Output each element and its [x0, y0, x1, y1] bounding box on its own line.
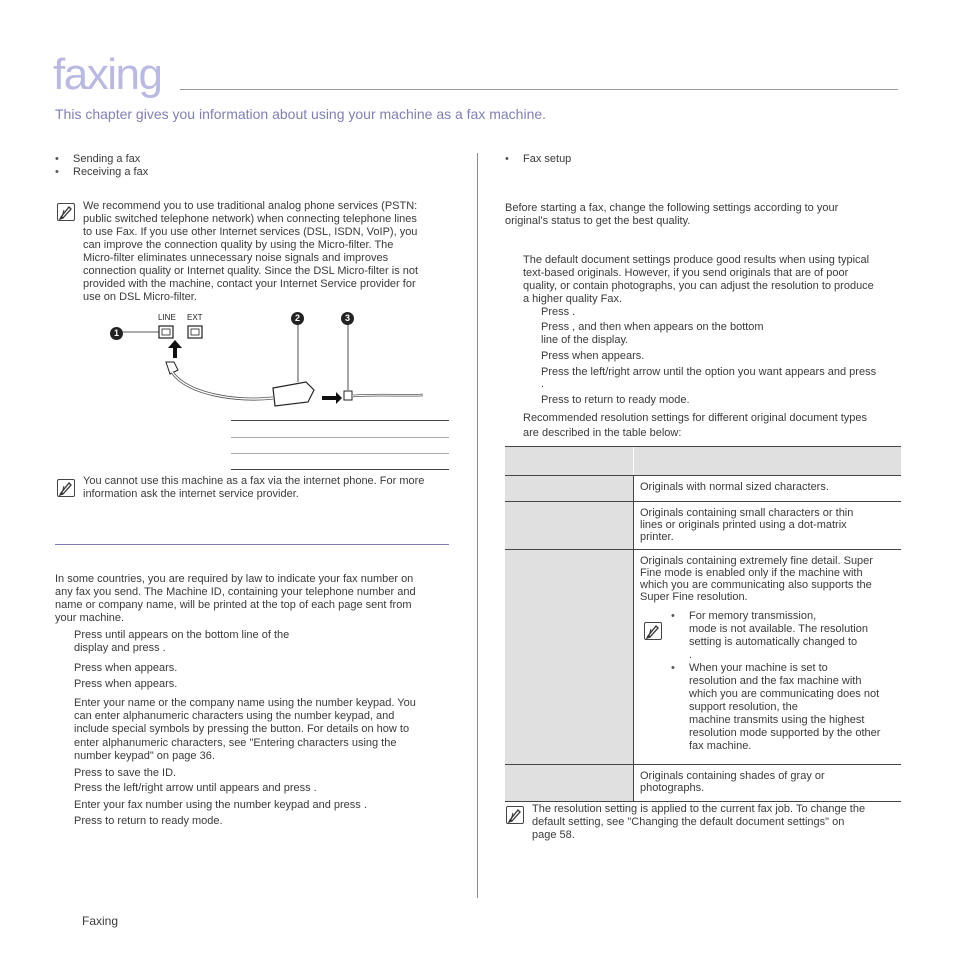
legend-rule	[231, 420, 449, 421]
table-subnote: • For memory transmission, mode is not available. The resolution setting is automatically changed to .	[689, 610, 868, 662]
resolution-table	[505, 446, 901, 802]
table-intro: Recommended resolution settings for different original document types are described in the table below:	[523, 412, 868, 439]
chapter-intro: This chapter gives you information about using your machine as a fax machine.	[55, 106, 547, 122]
ext-port-label: EXT	[187, 313, 203, 322]
settings-paragraph: Before starting a fax, change the following settings according to your original's status to get the best quality.	[505, 202, 839, 227]
callout-2: 2	[291, 312, 304, 325]
resolution-paragraph: The default document settings produce good results when using typical text-based originals. However, if you send originals that are of poor quality, or contain photographs, you can adjust the resolution to produce a higher quality Fax.	[523, 254, 874, 305]
table-subnote: • When your machine is set to resolution and the fax machine with which you are communicating does not support resolution, the machine transmits using the highest resolution mode supported by the other fax machine.	[689, 662, 880, 753]
legend-rule	[231, 469, 449, 470]
callout-3: 3	[341, 312, 354, 325]
note-icon	[644, 622, 662, 640]
section-rule	[55, 544, 449, 545]
page-title: faxing	[53, 50, 162, 99]
note-icon	[506, 806, 524, 824]
note-text: We recommend you to use traditional analog phone services (PSTN: public switched telephone network) when connecting telephone lines to use Fax. If you use other Internet services (DSL, ISDN, VoIP), you can improve the connection quality by using the Micro-filter. The Micro-filter eliminates unnecessary noise signals and improves connection quality or Internet quality. Since the DSL Micro-filter is not provided with the machine, contact your Internet Service provider for use on DSL Micro-filter.	[83, 200, 419, 303]
table-row: Originals with normal sized characters.	[505, 476, 901, 502]
toc-item[interactable]: • Receiving a fax	[73, 166, 148, 179]
microfilter-diagram	[108, 310, 438, 410]
toc-item[interactable]: • Fax setup	[523, 153, 571, 166]
line-port-label: LINE	[158, 313, 176, 322]
note-icon	[57, 203, 75, 221]
table-row: Originals containing extremely fine detail. Super Fine mode is enabled only if the machine with which you are communicating also supports the Super Fine resolution. • For memory transmission, mode is not available. The resolution setting is automatically changed to . • When your machine is set to resolution and the fax machine with which you are communicating does not support resolution, the machine transmits using the highest resolution mode supported by the other fax machine.	[505, 550, 901, 765]
legend-rule	[231, 437, 449, 438]
resolution-steps: Press . Press , and then when appears on the bottom line of the display. Press when appears. Press the left/right arrow until the option you want appears and press . Press to return to ready mode.	[541, 306, 877, 406]
machine-id-paragraph: In some countries, you are required by law to indicate your fax number on any fax you send. The Machine ID, containing your telephone number and name or company name, will be printed at the top of each page sent from your machine.	[55, 573, 416, 624]
legend-rule	[231, 453, 449, 454]
table-row: Originals containing small characters or thin lines or originals printed using a dot-matrix printer.	[505, 502, 901, 550]
column-divider	[477, 153, 478, 898]
table-header	[505, 446, 901, 476]
toc-item[interactable]: • Sending a fax	[73, 153, 140, 166]
callout-1: 1	[110, 327, 123, 340]
title-rule	[180, 89, 898, 90]
note-icon	[57, 479, 75, 497]
machine-id-steps: Press until appears on the bottom line of the display and press . Press when appears. Press when appears. Enter your name or the company name using the number keypad. You can enter alphanumeric characters using the number keypad, and include special symbols by pressing the button. For details on how to enter alphanumeric characters, see "Entering characters using the number keypad" on page 36. Press to save the ID. Press the left/right arrow until appears and press . Enter your fax number using the number keypad and press . Press to return to ready mode.	[74, 629, 416, 827]
note-text: The resolution setting is applied to the current fax job. To change the default setting, see "Changing the default document settings" on page 58.	[532, 803, 866, 841]
note-text: You cannot use this machine as a fax via the internet phone. For more information ask the internet service provider.	[83, 475, 425, 500]
page-footer: Faxing	[82, 914, 119, 928]
table-row: Originals containing shades of gray or photographs.	[505, 765, 901, 802]
